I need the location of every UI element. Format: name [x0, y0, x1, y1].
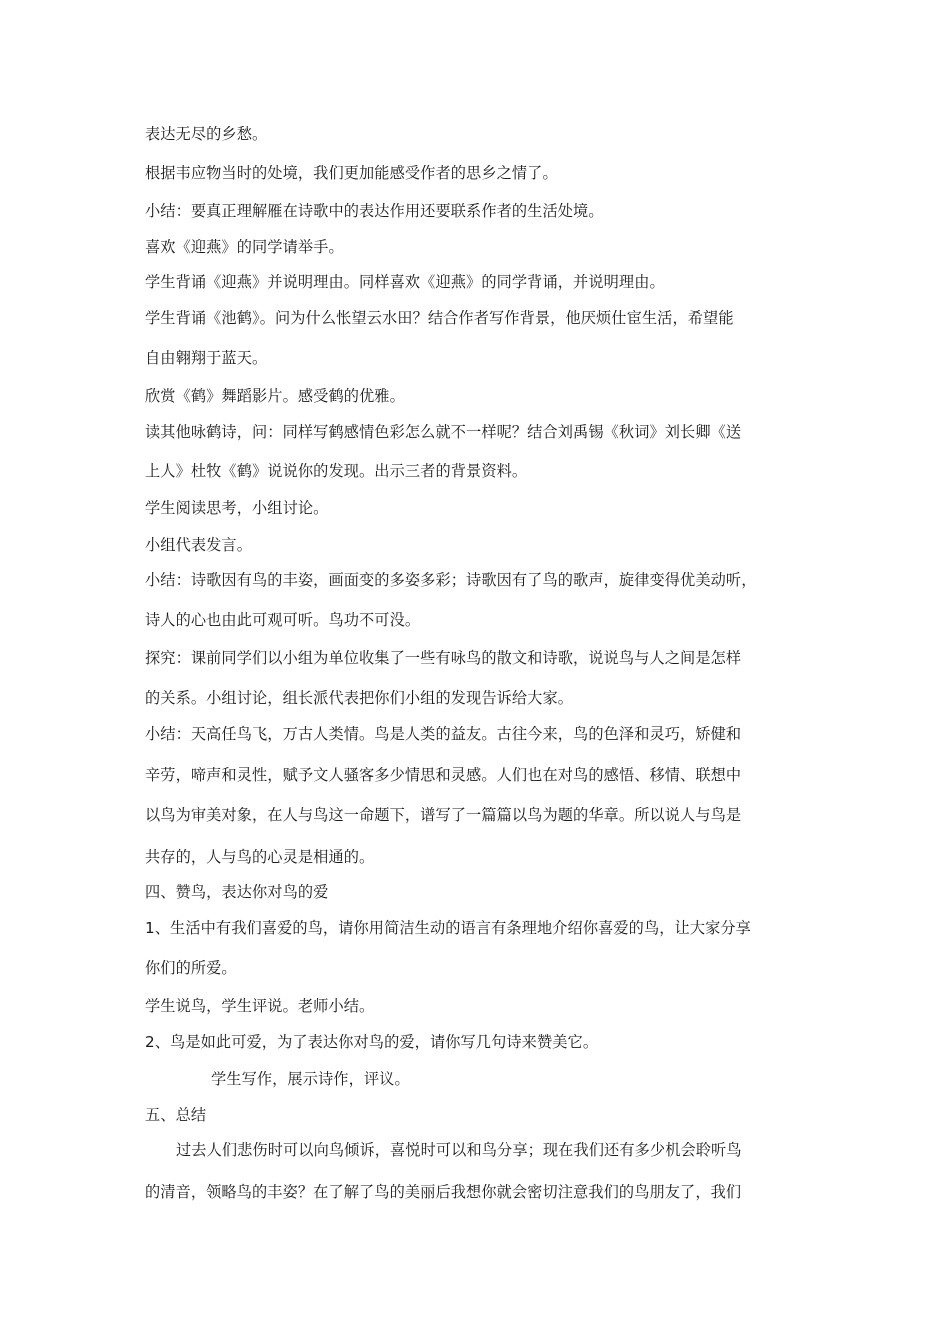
text-line: 小结：诗歌因有鸟的丰姿，画面变的多姿多彩；诗歌因有了鸟的歌声，旋律变得优美动听，	[145, 571, 757, 589]
text-line: 小组代表发言。	[145, 536, 253, 554]
text-line: 欣赏《鹤》舞蹈影片。感受鹤的优雅。	[145, 387, 405, 405]
text-line: 喜欢《迎燕》的同学请举手。	[145, 238, 344, 256]
text-line: 以鸟为审美对象，在人与鸟这一命题下，谱写了一篇篇以鸟为题的华章。所以说人与鸟是	[145, 806, 742, 824]
text-line: 根据韦应物当时的处境，我们更加能感受作者的思乡之情了。	[145, 164, 558, 182]
text-line: 学生阅读思考，小组讨论。	[145, 499, 329, 517]
text-line: 自由翱翔于蓝天。	[145, 349, 268, 367]
text-line: 学生说鸟，学生评说。老师小结。	[145, 997, 375, 1015]
text-line: 过去人们悲伤时可以向鸟倾诉，喜悦时可以和鸟分享；现在我们还有多少机会聆听鸟	[176, 1141, 742, 1159]
text-line: 探究：课前同学们以小组为单位收集了一些有咏鸟的散文和诗歌，说说鸟与人之间是怎样	[145, 649, 742, 667]
text-line: 诗人的心也由此可观可听。鸟功不可没。	[145, 611, 421, 629]
text-line: 的关系。小组讨论，组长派代表把你们小组的发现告诉给大家。	[145, 689, 574, 707]
text-line: 辛劳，啼声和灵性，赋予文人骚客多少情思和灵感。人们也在对鸟的感悟、移情、联想中	[145, 766, 742, 784]
text-line: 小结：天高任鸟飞，万古人类情。鸟是人类的益友。古往今来，鸟的色泽和灵巧，矫健和	[145, 725, 742, 743]
text-line: 读其他咏鹤诗，问：同样写鹤感情色彩怎么就不一样呢？结合刘禹锡《秋词》刘长卿《送	[145, 423, 742, 441]
text-line: 小结：要真正理解雁在诗歌中的表达作用还要联系作者的生活处境。	[145, 202, 604, 220]
text-line: 表达无尽的乡愁。	[145, 125, 268, 143]
section-heading: 四、赞鸟，表达你对鸟的爱	[145, 883, 329, 901]
text-line: 学生背诵《池鹤》。问为什么怅望云水田？结合作者写作背景，他厌烦仕宦生活，希望能	[145, 309, 734, 327]
text-line: 2、鸟是如此可爱，为了表达你对鸟的爱，请你写几句诗来赞美它。	[145, 1033, 599, 1051]
text-line: 你们的所爱。	[145, 959, 237, 977]
text-line: 学生写作，展示诗作，评议。	[211, 1070, 410, 1088]
text-line: 上人》杜牧《鹤》说说你的发现。出示三者的背景资料。	[145, 462, 528, 480]
text-line: 共存的，人与鸟的心灵是相通的。	[145, 848, 375, 866]
section-heading: 五、总结	[145, 1106, 207, 1124]
text-line: 的清音，领略鸟的丰姿？在了解了鸟的美丽后我想你就会密切注意我们的鸟朋友了，我们	[145, 1183, 742, 1201]
text-line: 学生背诵《迎燕》并说明理由。同样喜欢《迎燕》的同学背诵，并说明理由。	[145, 273, 665, 291]
text-line: 1、生活中有我们喜爱的鸟，请你用简洁生动的语言有条理地介绍你喜爱的鸟，让大家分享	[145, 919, 751, 937]
